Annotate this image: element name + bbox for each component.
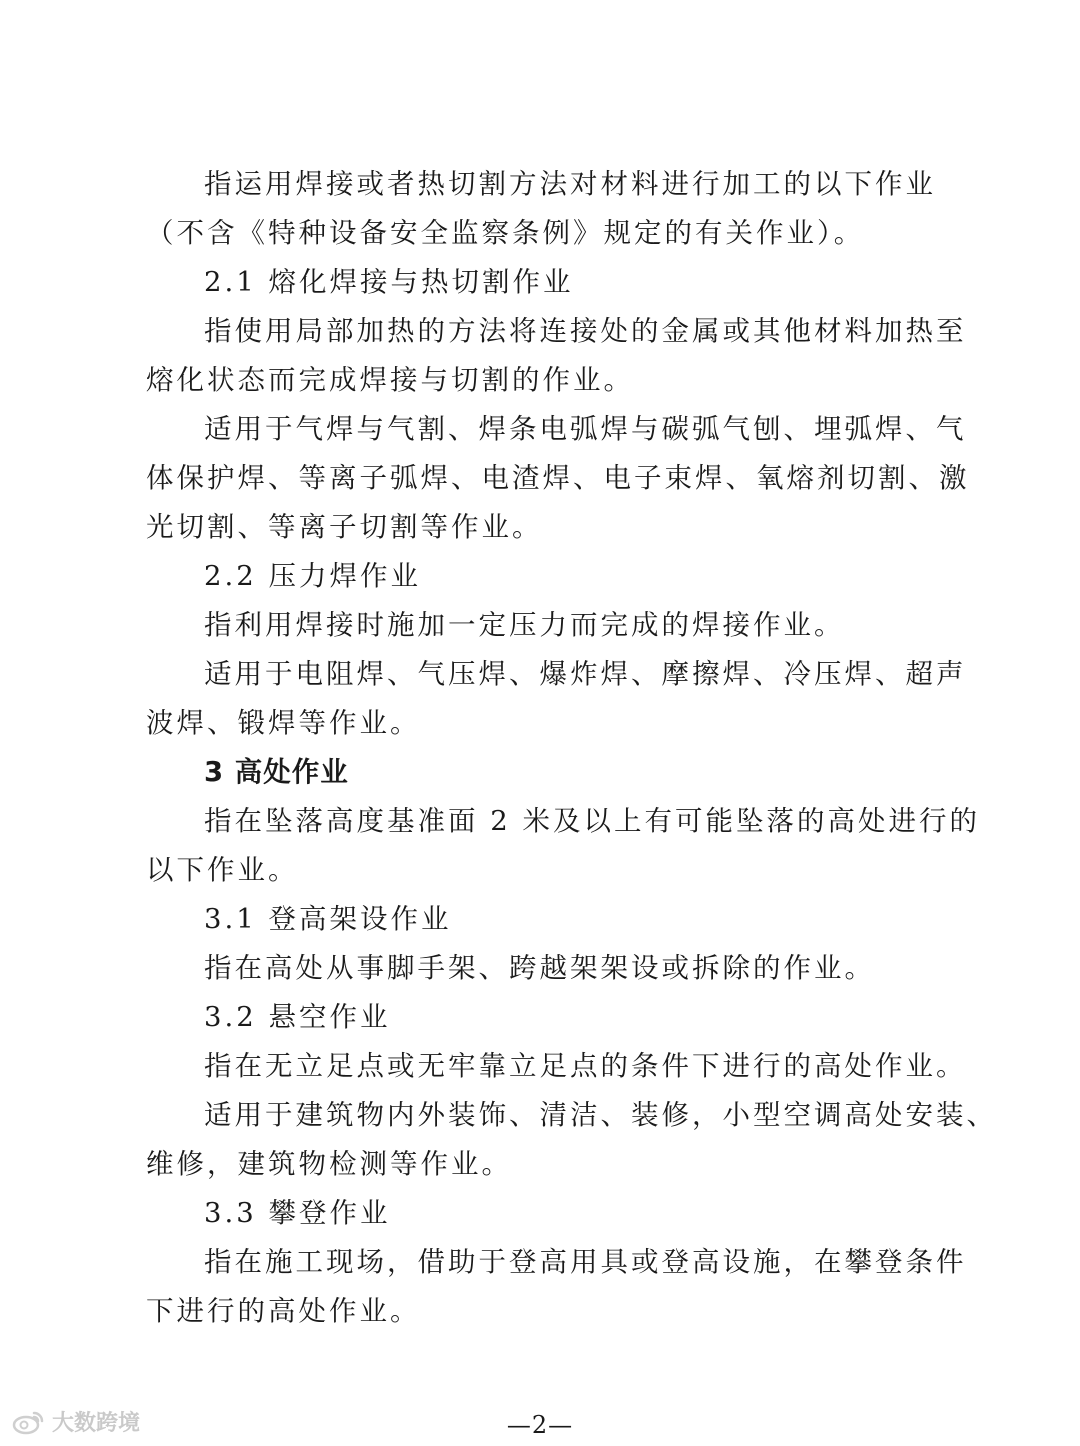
watermark-text: 大数跨境 — [52, 1411, 141, 1436]
text-line: （不含《特种设备安全监察条例》规定的有关作业）。 — [146, 217, 865, 249]
text-line: 光切割、等离子切割等作业。 — [146, 511, 543, 543]
text-line: 3.1 登高架设作业 — [204, 903, 452, 935]
text-line: 维修，建筑物检测等作业。 — [146, 1148, 512, 1180]
text-line: 体保护焊、等离子弧焊、电渣焊、电子束焊、氧熔剂切割、激 — [146, 462, 970, 494]
text-line: 指在坠落高度基准面 2 米及以上有可能坠落的高处进行的 — [204, 805, 980, 837]
text-line: 适用于电阻焊、气压焊、爆炸焊、摩擦焊、冷压焊、超声 — [204, 658, 967, 690]
page-number: —2— — [506, 1411, 574, 1439]
text-line: 适用于建筑物内外装饰、清洁、装修，小型空调高处安装、 — [204, 1099, 997, 1131]
text-line: 指在高处从事脚手架、跨越架架设或拆除的作业。 — [204, 952, 875, 984]
text-line: 2.2 压力焊作业 — [204, 560, 421, 592]
text-line: 适用于气焊与气割、焊条电弧焊与碳弧气刨、埋弧焊、气 — [204, 413, 967, 445]
text-line: 以下作业。 — [146, 854, 299, 886]
text-line: 指运用焊接或者热切割方法对材料进行加工的以下作业 — [204, 168, 936, 200]
document-body — [146, 160, 997, 1336]
text-line: 指在施工现场，借助于登高用具或登高设施，在攀登条件 — [204, 1246, 967, 1278]
text-line: 下进行的高处作业。 — [146, 1295, 421, 1327]
text-line: 指使用局部加热的方法将连接处的金属或其他材料加热至 — [204, 315, 967, 347]
text-line: 指利用焊接时施加一定压力而完成的焊接作业。 — [204, 609, 845, 641]
section-heading: 3 高处作业 — [204, 756, 349, 788]
text-line: 熔化状态而完成焊接与切割的作业。 — [146, 364, 634, 396]
text-line: 波焊、锻焊等作业。 — [146, 707, 421, 739]
text-line: 3.3 攀登作业 — [204, 1197, 391, 1229]
text-line: 3.2 悬空作业 — [204, 1001, 391, 1033]
text-line: 指在无立足点或无牢靠立足点的条件下进行的高处作业。 — [204, 1050, 967, 1082]
text-line: 2.1 熔化焊接与热切割作业 — [204, 266, 574, 298]
